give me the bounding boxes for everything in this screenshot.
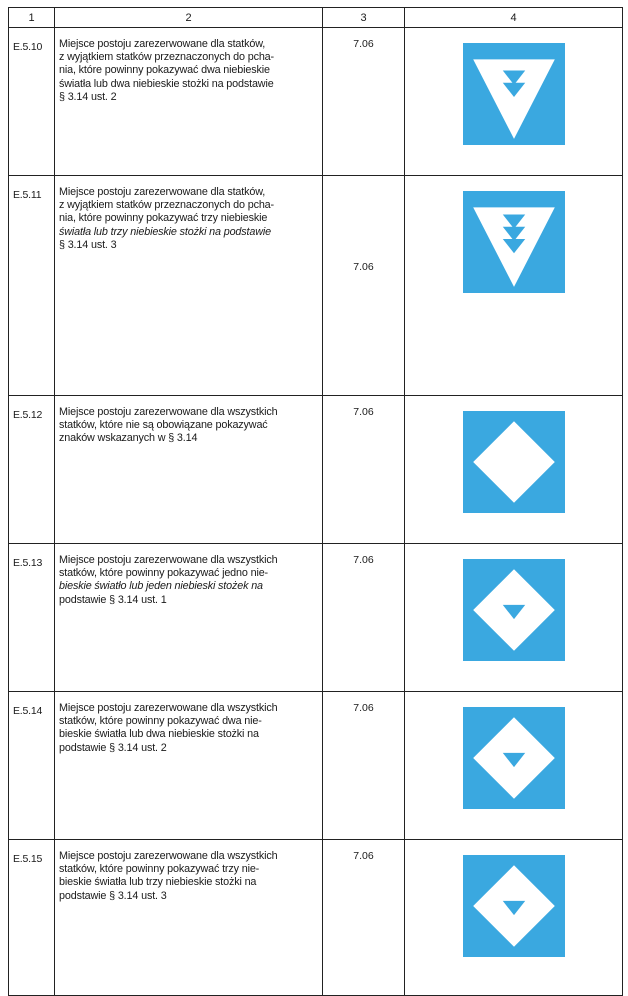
description-line: bieskie światła lub trzy niebieskie stożki na [59,876,257,889]
description-line: Miejsce postoju zarezerwowane dla wszystkich [59,702,278,714]
regulation-reference: 7.06 [323,176,405,396]
sign-description [55,840,323,996]
description-line: z wyjątkiem statków przeznaczonych do pcha- [59,199,274,212]
description-line: § 3.14 ust. 2 [59,90,117,103]
white-diamond-icon [463,411,565,513]
sign-cell [405,544,623,692]
description-line: statków, które nie są obowiązane pokazywać [59,419,268,432]
sign-code: E.5.13 [9,544,55,692]
regulation-reference: 7.06 [323,28,405,176]
sign-code: E.5.14 [9,692,55,840]
sign-cell [405,396,623,544]
regulation-reference: 7.06 [323,692,405,840]
description-line: Miejsce postoju zarezerwowane dla wszystkich [59,850,278,862]
sign-description [55,544,323,692]
sign-cell [405,176,623,396]
description-line: podstawie § 3.14 ust. 1 [59,593,167,606]
sign-code: E.5.10 [9,28,55,176]
white-diamond-one-blue-cone-icon [463,559,565,661]
table-row [9,692,623,840]
sign-cell [405,28,623,176]
table-row [9,396,623,544]
description-line: Miejsce postoju zarezerwowane dla wszystkich [59,554,278,566]
regulation-reference: 7.06 [323,544,405,692]
sign-description [55,28,323,176]
regulation-reference: 7.06 [323,396,405,544]
description-line: bieskie światło lub jeden niebieski stożek na [59,580,263,593]
white-triangle-three-blue-cones-icon [463,191,565,293]
description-line: statków, które powinny pokazywać dwa nie- [59,715,262,728]
table-row [9,544,623,692]
description-line: znaków wskazanych w § 3.14 [59,432,198,445]
header-row [9,8,623,28]
description-line: Miejsce postoju zarezerwowane dla statków, [59,38,266,50]
description-line: statków, które powinny pokazywać trzy nie- [59,863,260,876]
table-row [9,176,623,396]
description-line: światła lub trzy niebieskie stożki na podstawie [59,225,271,238]
description-line: bieskie światła lub dwa niebieskie stożki na [59,728,259,741]
regulation-reference: 7.06 [323,840,405,996]
sign-code: E.5.12 [9,396,55,544]
white-triangle-two-blue-cones-icon [463,43,565,145]
description-line: nia, które powinny pokazywać trzy niebieskie [59,212,268,225]
description-line: Miejsce postoju zarezerwowane dla statków, [59,186,266,198]
white-diamond-three-blue-cones-icon [463,855,565,957]
sign-description [55,396,323,544]
column-header-1: 1 [9,8,55,28]
column-header-3: 3 [323,8,405,28]
sign-code: E.5.15 [9,840,55,996]
sign-cell [405,840,623,996]
white-diamond-two-blue-cones-icon [463,707,565,809]
description-line: z wyjątkiem statków przeznaczonych do pcha- [59,51,274,64]
column-header-4: 4 [405,8,623,28]
sign-cell [405,692,623,840]
table-row [9,28,623,176]
sign-description [55,176,323,396]
description-line: podstawie § 3.14 ust. 2 [59,741,167,754]
description-line: § 3.14 ust. 3 [59,238,117,251]
description-line: podstawie § 3.14 ust. 3 [59,889,167,902]
description-line: nia, które powinny pokazywać dwa niebieskie [59,64,270,77]
column-header-2: 2 [55,8,323,28]
description-line: statków, które powinny pokazywać jedno nie- [59,567,269,580]
sign-description [55,692,323,840]
description-line: światła lub dwa niebieskie stożki na podstawie [59,77,274,90]
sign-code: E.5.11 [9,176,55,396]
signs-table [8,7,623,996]
table-row [9,840,623,996]
description-line: Miejsce postoju zarezerwowane dla wszystkich [59,406,278,418]
